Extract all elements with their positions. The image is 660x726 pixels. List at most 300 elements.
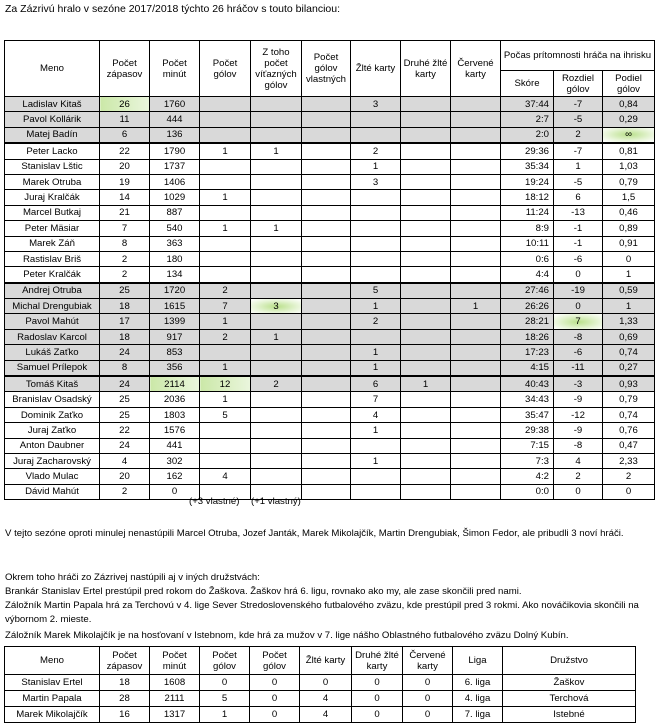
stat-cell: -19 — [554, 283, 603, 299]
stat-cell: -7 — [554, 97, 603, 112]
stat-cell — [251, 453, 302, 468]
stat-cell: 0,79 — [603, 392, 655, 407]
second-header-league: Liga — [453, 647, 503, 675]
stat-cell: 1720 — [150, 283, 200, 299]
stat-cell: 2 — [100, 251, 150, 266]
player-name-cell: Juraj Zaťko — [5, 423, 100, 438]
stat-cell: 0 — [250, 675, 300, 691]
player-name-cell: Pavol Mahút — [5, 314, 100, 329]
stat-cell: 10:11 — [501, 236, 554, 251]
stat-cell: -1 — [554, 236, 603, 251]
stat-cell: 1 — [603, 267, 655, 283]
stat-cell — [351, 127, 401, 143]
stat-cell — [200, 205, 251, 220]
stat-cell — [451, 190, 501, 205]
paragraph-papala: Záložník Martin Papala hrá za Terchovú v 4. lige Sever Stredoslovenského futbalového zväzu, kde prestúpil pred 3 rokmi. Ako nováčikovia skončili na výbornom 2. mieste. — [5, 600, 639, 625]
stat-cell: 7 — [200, 299, 251, 314]
stat-cell — [401, 360, 451, 376]
stat-cell — [451, 407, 501, 422]
stat-cell: 19:24 — [501, 174, 554, 189]
other-teams-table — [4, 646, 636, 723]
player-name-cell: Marcel Butkaj — [5, 205, 100, 220]
second-header-matches: Počet zápasov — [100, 647, 150, 675]
stat-cell — [200, 127, 251, 143]
stat-cell: Terchová — [503, 691, 636, 707]
stat-cell: 1 — [351, 360, 401, 376]
stat-cell: 26 — [100, 97, 150, 112]
stat-cell — [401, 221, 451, 236]
header-goal-diff: Rozdiel gólov — [554, 71, 603, 97]
stat-cell: 22 — [100, 423, 150, 438]
stat-cell: 7 — [554, 314, 603, 329]
player-row — [5, 112, 655, 127]
stat-cell: 0,47 — [603, 438, 655, 453]
stat-cell: 136 — [150, 127, 200, 143]
stat-cell: 11 — [100, 112, 150, 127]
stat-cell: 0,59 — [603, 283, 655, 299]
stat-cell — [451, 221, 501, 236]
stat-cell — [302, 143, 351, 159]
stat-cell: 2111 — [150, 691, 200, 707]
player-name-cell: Martin Papala — [5, 691, 100, 707]
stat-cell — [302, 112, 351, 127]
player-name-cell: Marek Mikolajčík — [5, 707, 100, 723]
second-header-goals: Počet gólov — [200, 647, 250, 675]
stat-cell: 0,74 — [603, 407, 655, 422]
stat-cell: 2:0 — [501, 127, 554, 143]
stat-cell: 7. liga — [453, 707, 503, 723]
paragraph-other-teams: Okrem toho hráči zo Zázrivej nastúpili aj v iných družstvách: — [5, 572, 260, 583]
stat-cell — [401, 190, 451, 205]
stat-cell: ∞ — [603, 127, 655, 143]
stat-cell: 1608 — [150, 675, 200, 691]
stat-cell — [401, 314, 451, 329]
stat-cell: -7 — [554, 143, 603, 159]
stat-cell: 25 — [100, 283, 150, 299]
stat-cell: 0 — [403, 691, 453, 707]
stat-cell: 0,81 — [603, 143, 655, 159]
stat-cell: 18 — [100, 299, 150, 314]
player-row — [5, 127, 655, 143]
stat-cell — [401, 329, 451, 344]
stat-cell — [351, 251, 401, 266]
stat-cell — [251, 314, 302, 329]
stat-cell — [200, 251, 251, 266]
stat-cell: -3 — [554, 376, 603, 392]
stat-cell: 28 — [100, 691, 150, 707]
stat-cell: 0 — [403, 675, 453, 691]
stat-cell — [451, 205, 501, 220]
player-name-cell: Peter Lacko — [5, 143, 100, 159]
player-row — [5, 376, 655, 392]
stat-cell: 1576 — [150, 423, 200, 438]
stat-cell: 1760 — [150, 97, 200, 112]
stat-cell — [200, 174, 251, 189]
stat-cell: 5 — [351, 283, 401, 299]
stat-cell — [401, 97, 451, 112]
stat-cell — [451, 251, 501, 266]
stat-cell: 4 — [554, 453, 603, 468]
stat-cell — [401, 469, 451, 484]
stat-cell: 1 — [200, 190, 251, 205]
season-stats-table — [4, 40, 655, 500]
stat-cell — [451, 159, 501, 174]
stat-cell — [302, 127, 351, 143]
stat-cell: 853 — [150, 345, 200, 360]
header-yellow: Žlté karty — [351, 41, 401, 97]
stat-cell — [251, 438, 302, 453]
player-row — [5, 469, 655, 484]
stat-cell: 5 — [200, 691, 250, 707]
stat-cell: 2 — [200, 283, 251, 299]
stat-cell: -8 — [554, 438, 603, 453]
stat-cell — [351, 267, 401, 283]
stat-cell — [251, 469, 302, 484]
stat-cell — [200, 438, 251, 453]
second-header-yellow: Žlté karty — [300, 647, 352, 675]
stat-cell — [401, 127, 451, 143]
stat-cell: 0 — [250, 707, 300, 723]
stat-cell: 0,91 — [603, 236, 655, 251]
player-row — [5, 360, 655, 376]
header-own-goals: Počet gólov vlastných — [302, 41, 351, 97]
stat-cell — [451, 236, 501, 251]
stat-cell — [302, 469, 351, 484]
stat-cell: 1 — [200, 314, 251, 329]
stat-cell — [401, 392, 451, 407]
stat-cell — [451, 267, 501, 283]
header-red: Červené karty — [451, 41, 501, 97]
player-row — [5, 453, 655, 468]
second-header-name: Meno — [5, 647, 100, 675]
stat-cell: 302 — [150, 453, 200, 468]
stat-cell: 0 — [352, 691, 403, 707]
stat-cell: 19 — [100, 174, 150, 189]
stat-cell — [251, 127, 302, 143]
stat-cell: 1 — [554, 159, 603, 174]
stat-cell: 0 — [403, 707, 453, 723]
stat-cell — [451, 438, 501, 453]
stat-cell: 6 — [351, 376, 401, 392]
stat-cell — [451, 423, 501, 438]
stat-cell: -1 — [554, 221, 603, 236]
stat-cell: 162 — [150, 469, 200, 484]
stat-cell: 1,03 — [603, 159, 655, 174]
player-row — [5, 484, 655, 499]
stat-cell — [401, 236, 451, 251]
stat-cell — [451, 360, 501, 376]
stat-cell: 14 — [100, 190, 150, 205]
player-name-cell: Stanislav Lštic — [5, 159, 100, 174]
stat-cell: 1029 — [150, 190, 200, 205]
stat-cell — [401, 112, 451, 127]
stat-cell — [200, 159, 251, 174]
stat-cell: 1 — [200, 221, 251, 236]
stat-cell — [251, 407, 302, 422]
stat-cell — [351, 236, 401, 251]
stat-cell — [200, 345, 251, 360]
stat-cell: 0,69 — [603, 329, 655, 344]
player-row — [5, 205, 655, 220]
stat-cell: -6 — [554, 251, 603, 266]
player-name-cell: Juraj Zacharovský — [5, 453, 100, 468]
stat-cell — [251, 97, 302, 112]
stat-cell: 1737 — [150, 159, 200, 174]
player-name-cell: Stanislav Ertel — [5, 675, 100, 691]
stat-cell: 0 — [300, 675, 352, 691]
stat-cell: 2 — [554, 127, 603, 143]
stat-cell — [351, 329, 401, 344]
player-row — [5, 438, 655, 453]
player-row — [5, 314, 655, 329]
stat-cell: 0,27 — [603, 360, 655, 376]
stat-cell — [302, 484, 351, 499]
stat-cell: 134 — [150, 267, 200, 283]
header-goal-share: Podiel gólov — [603, 71, 655, 97]
stat-cell — [251, 283, 302, 299]
stat-cell — [302, 345, 351, 360]
player-row — [5, 143, 655, 159]
stat-cell: 0 — [554, 484, 603, 499]
player-row — [5, 423, 655, 438]
stat-cell — [401, 484, 451, 499]
stat-cell: 24 — [100, 345, 150, 360]
stat-cell — [302, 407, 351, 422]
stat-cell — [302, 267, 351, 283]
player-name-cell: Branislav Osadský — [5, 392, 100, 407]
stat-cell: 21 — [100, 205, 150, 220]
player-row — [5, 251, 655, 266]
player-name-cell: Pavol Kollárik — [5, 112, 100, 127]
stat-cell — [401, 143, 451, 159]
paragraph-missing-players: V tejto sezóne oproti minulej nenastúpili Marcel Otruba, Jozef Janták, Marek Mikolajčík, Martin Drengubiak, Šimon Fedor, ale pribudli 3 noví hráči. — [5, 528, 624, 539]
paragraph-mikolajcik: Záložník Marek Mikolajčík je na hosťovaní v Istebnom, kde hrá za mužov v 7. lige nášho Oblastného futbalového zväzu Dolný Kubín. — [5, 630, 569, 641]
stat-cell — [451, 174, 501, 189]
stat-cell — [302, 299, 351, 314]
stat-cell: 0,76 — [603, 423, 655, 438]
stat-cell: 1 — [251, 329, 302, 344]
stat-cell: 1399 — [150, 314, 200, 329]
stat-cell: 1 — [200, 360, 251, 376]
player-row — [5, 236, 655, 251]
second-header-minutes: Počet minút — [150, 647, 200, 675]
stat-cell: 35:34 — [501, 159, 554, 174]
stat-cell: 1 — [351, 423, 401, 438]
stat-cell: 28:21 — [501, 314, 554, 329]
other-team-row — [5, 707, 636, 723]
stat-cell — [200, 236, 251, 251]
player-row — [5, 407, 655, 422]
stat-cell: 7:15 — [501, 438, 554, 453]
stat-cell: Žaškov — [503, 675, 636, 691]
stat-cell: -11 — [554, 360, 603, 376]
header-presence-group: Počas prítomnosti hráča na ihrisku — [501, 41, 655, 71]
stat-cell: 0,29 — [603, 112, 655, 127]
stat-cell: 0:0 — [501, 484, 554, 499]
stat-cell — [351, 205, 401, 220]
stat-cell: 4 — [300, 707, 352, 723]
stat-cell: 4:4 — [501, 267, 554, 283]
stat-cell — [451, 376, 501, 392]
stat-cell: 6. liga — [453, 675, 503, 691]
stat-cell: 3 — [251, 299, 302, 314]
stat-cell: 3 — [351, 97, 401, 112]
stat-cell — [251, 251, 302, 266]
stat-cell — [302, 190, 351, 205]
stat-cell: 24 — [100, 438, 150, 453]
stat-cell: 2,33 — [603, 453, 655, 468]
stat-cell: 0,74 — [603, 345, 655, 360]
header-minutes: Počet minút — [150, 41, 200, 97]
paragraph-ertel: Brankár Stanislav Ertel prestúpil pred rokom do Žaškova. Žaškov hrá 6. ligu, rovnako ako my, ale zase skončili pred nami. — [5, 586, 522, 597]
stat-cell: -5 — [554, 112, 603, 127]
stat-cell: -12 — [554, 407, 603, 422]
stat-cell — [451, 453, 501, 468]
stat-cell — [451, 112, 501, 127]
stat-cell: 363 — [150, 236, 200, 251]
stat-cell: 8:9 — [501, 221, 554, 236]
stat-cell — [251, 174, 302, 189]
own-goals-note: (+3 vlastné) — [189, 496, 240, 507]
stat-cell: 18:12 — [501, 190, 554, 205]
stat-cell — [401, 174, 451, 189]
stat-cell — [302, 205, 351, 220]
stat-cell: 917 — [150, 329, 200, 344]
stat-cell — [251, 360, 302, 376]
stat-cell — [200, 112, 251, 127]
player-name-cell: Ladislav Kitaš — [5, 97, 100, 112]
stat-cell: 0 — [603, 484, 655, 499]
own-winning-note: (+1 vlastný) — [251, 496, 301, 507]
stat-cell — [351, 469, 401, 484]
stat-cell: 37:44 — [501, 97, 554, 112]
stat-cell — [302, 97, 351, 112]
stat-cell — [251, 112, 302, 127]
stat-cell — [302, 453, 351, 468]
stat-cell: 8 — [100, 236, 150, 251]
stat-cell: 4 — [200, 469, 251, 484]
stat-cell — [351, 438, 401, 453]
player-name-cell: Radoslav Karcol — [5, 329, 100, 344]
stat-cell: 1 — [351, 159, 401, 174]
player-name-cell: Marek Otruba — [5, 174, 100, 189]
player-name-cell: Matej Badín — [5, 127, 100, 143]
stat-cell — [401, 407, 451, 422]
stat-cell: 1 — [251, 143, 302, 159]
stat-cell: 441 — [150, 438, 200, 453]
stat-cell: 0 — [200, 675, 250, 691]
stat-cell: 22 — [100, 143, 150, 159]
stat-cell: 6 — [554, 190, 603, 205]
stat-cell — [302, 221, 351, 236]
player-row — [5, 190, 655, 205]
stat-cell: 0,93 — [603, 376, 655, 392]
stat-cell — [302, 174, 351, 189]
stat-cell — [302, 251, 351, 266]
stat-cell — [451, 97, 501, 112]
stat-cell: 8 — [100, 360, 150, 376]
stat-cell: -13 — [554, 205, 603, 220]
stat-cell: 1803 — [150, 407, 200, 422]
stat-cell — [451, 469, 501, 484]
stat-cell: 12 — [200, 376, 251, 392]
stat-cell: 2 — [554, 469, 603, 484]
stat-cell: 4 — [300, 691, 352, 707]
stat-cell: 2 — [200, 329, 251, 344]
stat-cell: 25 — [100, 407, 150, 422]
player-name-cell: Peter Mäsiar — [5, 221, 100, 236]
player-name-cell: Peter Kralčák — [5, 267, 100, 283]
stat-cell — [451, 283, 501, 299]
stat-cell — [351, 484, 401, 499]
intro-text: Za Zázrivú hralo v sezóne 2017/2018 týchto 26 hráčov s touto bilanciou: — [5, 3, 341, 15]
player-name-cell: Anton Daubner — [5, 438, 100, 453]
stat-cell: 0,89 — [603, 221, 655, 236]
stat-cell: -5 — [554, 174, 603, 189]
other-teams-body — [5, 675, 636, 723]
stat-cell: 2 — [351, 314, 401, 329]
stat-cell: 444 — [150, 112, 200, 127]
stat-cell: 2036 — [150, 392, 200, 407]
stat-cell: 1,5 — [603, 190, 655, 205]
stat-cell: 24 — [100, 376, 150, 392]
stat-cell — [401, 205, 451, 220]
player-name-cell: Dominik Zaťko — [5, 407, 100, 422]
second-header-team: Družstvo — [503, 647, 636, 675]
stat-cell: 0,79 — [603, 174, 655, 189]
stat-cell — [351, 221, 401, 236]
stat-cell — [401, 453, 451, 468]
other-team-row — [5, 691, 636, 707]
stat-cell — [302, 329, 351, 344]
player-name-cell: Samuel Prílepok — [5, 360, 100, 376]
header-matches: Počet zápasov — [100, 41, 150, 97]
player-name-cell: Rastislav Briš — [5, 251, 100, 266]
stat-cell: 2 — [251, 376, 302, 392]
player-row — [5, 392, 655, 407]
stat-cell: 0 — [603, 251, 655, 266]
stat-cell — [302, 423, 351, 438]
stat-cell: -8 — [554, 329, 603, 344]
other-team-row — [5, 675, 636, 691]
stat-cell — [451, 143, 501, 159]
stat-cell — [401, 251, 451, 266]
stat-cell — [200, 97, 251, 112]
stat-cell — [401, 159, 451, 174]
player-row — [5, 267, 655, 283]
stat-cell — [251, 345, 302, 360]
stat-cell — [351, 112, 401, 127]
stat-cell: 4. liga — [453, 691, 503, 707]
stat-cell: 0 — [352, 675, 403, 691]
stat-cell: 20 — [100, 469, 150, 484]
player-name-cell: Juraj Kralčák — [5, 190, 100, 205]
stat-cell: 11:24 — [501, 205, 554, 220]
second-header-winning-goals: Počet gólov — [250, 647, 300, 675]
stat-cell: 35:47 — [501, 407, 554, 422]
stat-cell — [251, 159, 302, 174]
stat-cell: 16 — [100, 707, 150, 723]
stat-cell: 540 — [150, 221, 200, 236]
stat-cell: 34:43 — [501, 392, 554, 407]
stat-cell: 25 — [100, 392, 150, 407]
stat-cell — [401, 267, 451, 283]
stat-cell — [200, 423, 251, 438]
stat-cell: 1 — [451, 299, 501, 314]
stat-cell — [200, 453, 251, 468]
stat-cell: Istebné — [503, 707, 636, 723]
stat-cell: 1790 — [150, 143, 200, 159]
